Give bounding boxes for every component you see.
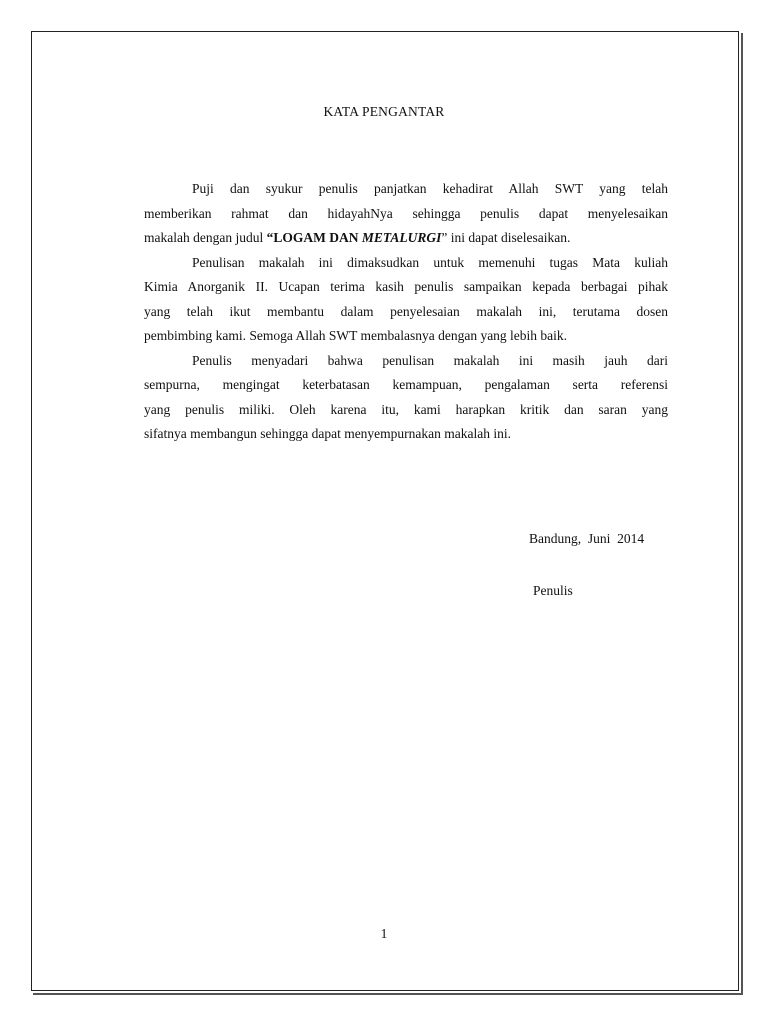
page-title: KATA PENGANTAR bbox=[323, 104, 445, 119]
paragraph-3-line-1 bbox=[144, 349, 668, 374]
paragraph-2-line-3: yang telah ikut membantu dalam penyelesaian makalah ini, terutama dosen bbox=[144, 303, 668, 319]
paragraph-2-line-1 bbox=[144, 251, 668, 276]
page-number: 1 bbox=[380, 926, 388, 941]
paragraph-1-line-3-prefix: makalah dengan judul bbox=[144, 230, 267, 245]
paragraph-2-line-1-text: Penulisan makalah ini dimaksudkan untuk memenuhi tugas Mata kuliah bbox=[192, 254, 668, 270]
page-border bbox=[31, 31, 739, 991]
paragraph-2-line-2: Kimia Anorganik II. Ucapan terima kasih penulis sampaikan kepada berbagai pihak bbox=[144, 279, 668, 294]
paragraph-3 bbox=[144, 349, 668, 447]
paragraph-1-line-1 bbox=[144, 177, 668, 202]
place-date: Bandung, Juni 2014 bbox=[529, 531, 645, 546]
signature-author: Penulis bbox=[533, 583, 573, 598]
paper-title-bolditalic: METALURGI bbox=[361, 230, 442, 245]
paragraph-3-line-3: yang penulis miliki. Oleh karena itu, kami harapkan kritik dan saran yang bbox=[144, 401, 668, 417]
paragraph-1-line-2: memberikan rahmat dan hidayahNya sehingga penulis dapat menyelesaikan bbox=[144, 205, 668, 221]
paragraph-2-line-4: pembimbing kami. Semoga Allah SWT membalasnya dengan yang lebih baik. bbox=[144, 328, 568, 343]
paragraph-3-line-2: sempurna, mengingat keterbatasan kemampuan, pengalaman serta referensi bbox=[144, 377, 668, 392]
paragraph-1 bbox=[144, 177, 668, 251]
paragraph-3-line-4: sifatnya membangun sehingga dapat menyempurnakan makalah ini. bbox=[144, 426, 512, 441]
paragraph-1-line-1-text: Puji dan syukur penulis panjatkan kehadirat Allah SWT yang telah bbox=[192, 181, 668, 196]
paragraph-3-line-1-text: Penulis menyadari bahwa penulisan makalah ini masih jauh dari bbox=[192, 352, 668, 368]
paper-title-bold: “LOGAM DAN bbox=[266, 230, 362, 245]
paragraph-1-line-3-suffix: ” ini dapat diselesaikan. bbox=[441, 230, 571, 245]
body-text bbox=[144, 177, 668, 447]
paragraph-2 bbox=[144, 251, 668, 349]
paragraph-1-line-3 bbox=[144, 226, 668, 251]
